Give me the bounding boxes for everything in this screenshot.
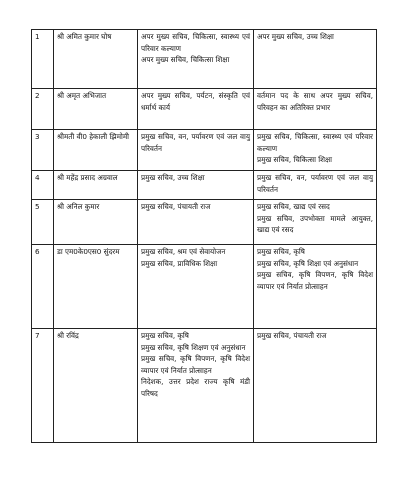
new-post: वर्तमान पद के साथ अपर मुख्य सचिव, परिवहन का अतिरिक्त प्रभार	[254, 89, 377, 130]
serial-number: 3	[32, 130, 54, 171]
table-row	[32, 171, 377, 200]
new-post: अपर मुख्य सचिव, उच्च शिक्षा	[254, 30, 377, 89]
officer-name: श्रीमती वी0 हेकाली झिमोमी	[54, 130, 138, 171]
previous-post: अपर मुख्य सचिव, पर्यटन, संस्कृति एवं धर्मार्थ कार्य	[138, 89, 254, 130]
new-post: प्रमुख सचिव, खाद्य एवं रसद प्रमुख सचिव, उपभोक्ता मामले आयुक्त, खाद्य एवं रसद	[254, 200, 377, 245]
officer-name: डा एम0के0एस0 सुंदरम	[54, 245, 138, 329]
officer-name: श्री रविंद्र	[54, 329, 138, 443]
officer-name: श्री अमृत अभिजात	[54, 89, 138, 130]
previous-post: अपर मुख्य सचिव, चिकित्सा, स्वास्थ्य एवं परिवार कल्याण अपर मुख्य सचिव, चिकित्सा शिक्षा	[138, 30, 254, 89]
officer-name: श्री महेंद्र प्रसाद अग्रवाल	[54, 171, 138, 200]
table-row	[32, 130, 377, 171]
table-row	[32, 30, 377, 89]
previous-post: प्रमुख सचिव, वन, पर्यावरण एवं जल वायु परिवर्तन	[138, 130, 254, 171]
table-row	[32, 329, 377, 443]
officer-name: श्री अमित कुमार घोष	[54, 30, 138, 89]
serial-number: 1	[32, 30, 54, 89]
new-post: प्रमुख सचिव, चिकित्सा, स्वास्थ्य एवं परिवार कल्याण प्रमुख सचिव, चिकित्सा शिक्षा	[254, 130, 377, 171]
serial-number: 6	[32, 245, 54, 329]
previous-post: प्रमुख सचिव, कृषि प्रमुख सचिव, कृषि शिक्षण एवं अनुसंधान प्रमुख सचिव, कृषि विपणन, कृषि विदेश व्यापार एवं निर्यात प्रोत्साहन निदेशक, उत्तर प्रदेश राज्य कृषि मंडी परिषद	[138, 329, 254, 443]
table-row	[32, 245, 377, 329]
serial-number: 2	[32, 89, 54, 130]
table-row	[32, 89, 377, 130]
new-post: प्रमुख सचिव, पंचायती राज	[254, 329, 377, 443]
serial-number: 4	[32, 171, 54, 200]
previous-post: प्रमुख सचिव, श्रम एवं सेवायोजन प्रमुख सचिव, प्राविधिक शिक्षा	[138, 245, 254, 329]
previous-post: प्रमुख सचिव, पंचायती राज	[138, 200, 254, 245]
serial-number: 5	[32, 200, 54, 245]
new-post: प्रमुख सचिव, कृषि प्रमुख सचिव, कृषि शिक्षा एवं अनुसंधान प्रमुख सचिव, कृषि विपणन, कृषि विदेश व्यापार एवं निर्यात प्रोत्साहन	[254, 245, 377, 329]
previous-post: प्रमुख सचिव, उच्च शिक्षा	[138, 171, 254, 200]
officer-name: श्री अनिल कुमार	[54, 200, 138, 245]
new-post: प्रमुख सचिव, वन, पर्यावरण एवं जल वायु परिवर्तन	[254, 171, 377, 200]
serial-number: 7	[32, 329, 54, 443]
table-row	[32, 200, 377, 245]
transfer-table	[31, 29, 377, 443]
